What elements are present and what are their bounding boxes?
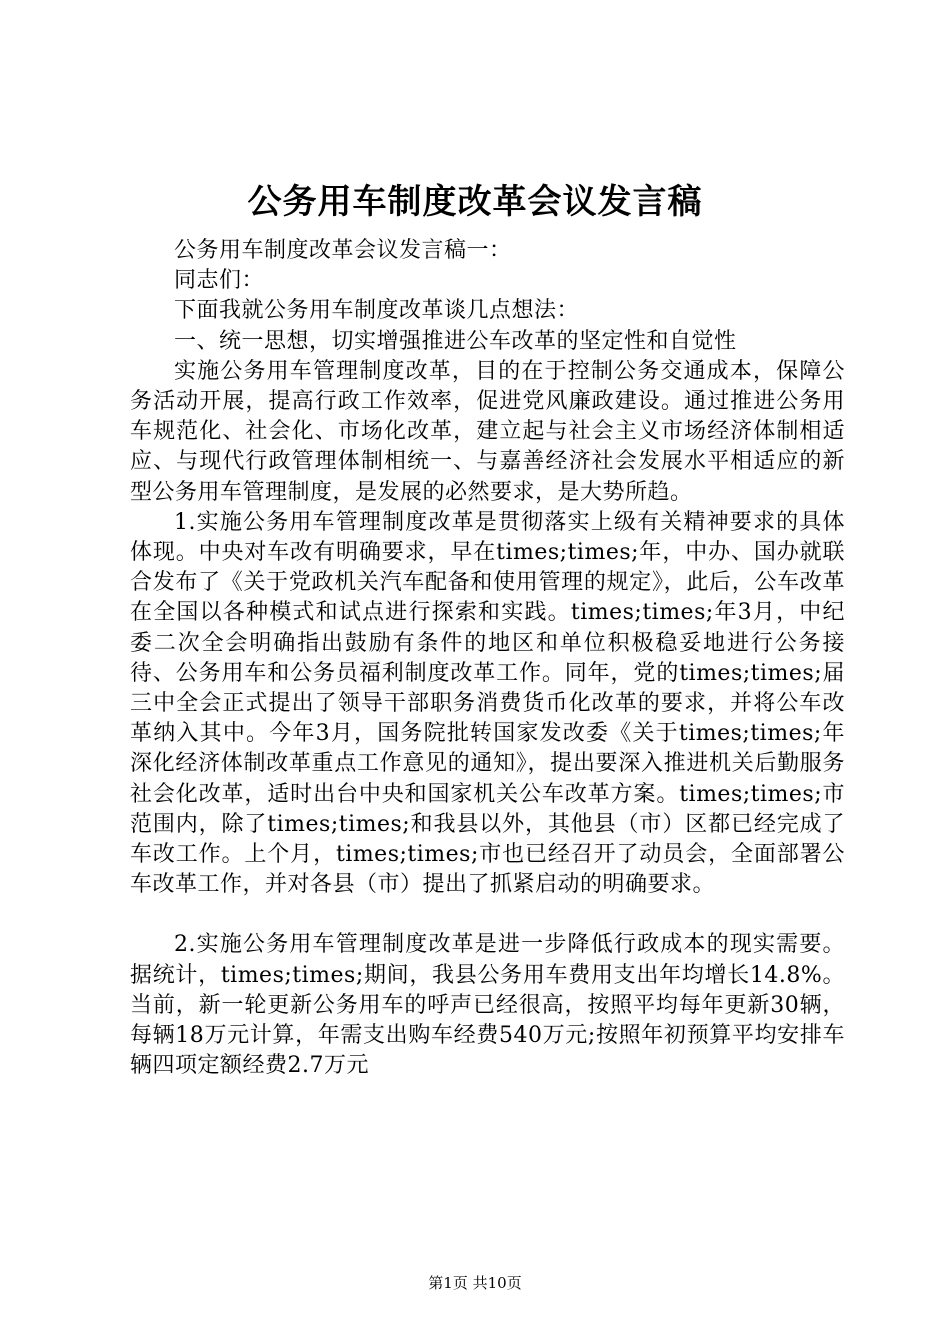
section-heading: 一、统一思想，切实增强推进公车改革的坚定性和自觉性 — [174, 328, 737, 354]
paragraph-point-1: 1.实施公务用车管理制度改革是贯彻落实上级有关精神要求的具体体现。中央对车改有明确要求，早在times;times;年，中办、国办就联合发布了《关于党政机关汽车配备和使用管理的规定》，此后，公车改革在全国以各种模式和试点进行探索和实践。times;times;年3月，中纪委二次全会明确指出鼓励有条件的地区和单位积极稳妥地进行公务接待、公务用车和公务员福利制度改革工作。同年，党的times;times;届三中全会正式提出了领导干部职务消费货币化改革的要求，并将公车改革纳入其中。今年3月，国务院批转国家发改委《关于times;times;年深化经济体制改革重点工作意见的通知》，提出要深入推进机关后勤服务社会化改革，适时出台中央和国家机关公车改革方案。times;times;市范围内，除了times;times;和我县以外，其他县（市）区都已经完成了车改工作。上个月，times;times;市也已经召开了动员会，全面部署公车改革工作，并对各县（市）提出了抓紧启动的明确要求。 — [130, 509, 845, 898]
paragraph-heading: 公务用车制度改革会议发言稿一： — [174, 238, 512, 263]
page-number-footer: 第1页 共10页 — [428, 1274, 522, 1292]
paragraph-spacer — [130, 900, 845, 930]
document-title: 公务用车制度改革会议发言稿 — [247, 182, 703, 222]
paragraph-salutation: 同志们： — [174, 268, 265, 294]
paragraph-intro: 下面我就公务用车制度改革谈几点想法： — [174, 298, 580, 324]
document-body — [130, 236, 845, 1081]
paragraph-body: 实施公务用车管理制度改革，目的在于控制公务交通成本，保障公务活动开展，提高行政工作效率，促进党风廉政建设。通过推进公务用车规范化、社会化、市场化改革，建立起与社会主义市场经济体制相适应、与现代行政管理体制相统一、与嘉善经济社会发展水平相适应的新型公务用车管理制度，是发展的必然要求，是大势所趋。 — [130, 358, 845, 505]
paragraph-point-2: 2.实施公务用车管理制度改革是进一步降低行政成本的现实需要。据统计，times;times;期间，我县公务用车费用支出年均增长14.8%。当前，新一轮更新公务用车的呼声已经很高，按照平均每年更新30辆，每辆18万元计算，年需支出购车经费540万元;按照年初预算平均安排车辆四项定额经费2.7万元 — [130, 932, 845, 1079]
